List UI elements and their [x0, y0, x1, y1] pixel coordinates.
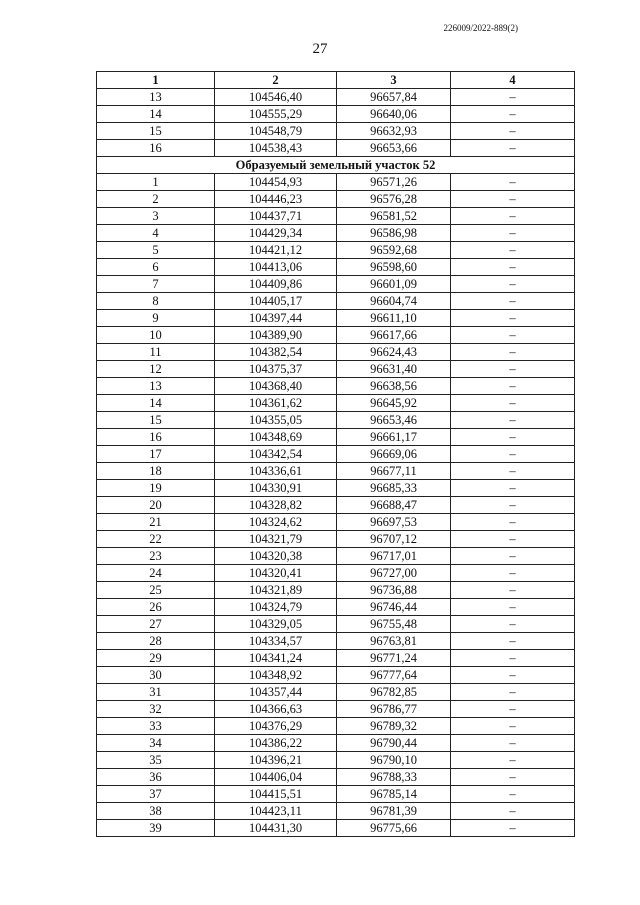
coordinates-table: [96, 71, 575, 837]
x-coordinate: 104429,34: [215, 225, 337, 242]
point-number: 16: [97, 429, 215, 446]
table-row: [97, 412, 575, 429]
y-coordinate: 96790,10: [337, 752, 451, 769]
y-coordinate: 96624,43: [337, 344, 451, 361]
y-coordinate: 96611,10: [337, 310, 451, 327]
x-coordinate: 104320,38: [215, 548, 337, 565]
x-coordinate: 104421,12: [215, 242, 337, 259]
remark: –: [451, 599, 575, 616]
y-coordinate: 96617,66: [337, 327, 451, 344]
point-number: 14: [97, 395, 215, 412]
point-number: 12: [97, 361, 215, 378]
y-coordinate: 96601,09: [337, 276, 451, 293]
remark: –: [451, 463, 575, 480]
y-coordinate: 96717,01: [337, 548, 451, 565]
x-coordinate: 104341,24: [215, 650, 337, 667]
remark: –: [451, 701, 575, 718]
point-number: 29: [97, 650, 215, 667]
remark: –: [451, 803, 575, 820]
remark: –: [451, 361, 575, 378]
x-coordinate: 104324,79: [215, 599, 337, 616]
table-row: [97, 718, 575, 735]
x-coordinate: 104375,37: [215, 361, 337, 378]
y-coordinate: 96763,81: [337, 633, 451, 650]
x-coordinate: 104406,04: [215, 769, 337, 786]
table-row: [97, 633, 575, 650]
table-row: [97, 395, 575, 412]
y-coordinate: 96571,26: [337, 174, 451, 191]
y-coordinate: 96789,32: [337, 718, 451, 735]
point-number: 15: [97, 412, 215, 429]
x-coordinate: 104357,44: [215, 684, 337, 701]
x-coordinate: 104368,40: [215, 378, 337, 395]
y-coordinate: 96777,64: [337, 667, 451, 684]
y-coordinate: 96788,33: [337, 769, 451, 786]
y-coordinate: 96645,92: [337, 395, 451, 412]
table-row: [97, 123, 575, 140]
y-coordinate: 96581,52: [337, 208, 451, 225]
x-coordinate: 104389,90: [215, 327, 337, 344]
point-number: 8: [97, 293, 215, 310]
x-coordinate: 104329,05: [215, 616, 337, 633]
section-row: [97, 157, 575, 174]
x-coordinate: 104382,54: [215, 344, 337, 361]
section-title: Образуемый земельный участок 52: [97, 157, 575, 174]
point-number: 35: [97, 752, 215, 769]
table-row: [97, 259, 575, 276]
remark: –: [451, 276, 575, 293]
x-coordinate: 104454,93: [215, 174, 337, 191]
table-row: [97, 786, 575, 803]
point-number: 13: [97, 89, 215, 106]
x-coordinate: 104396,21: [215, 752, 337, 769]
remark: –: [451, 191, 575, 208]
y-coordinate: 96638,56: [337, 378, 451, 395]
table-row: [97, 565, 575, 582]
y-coordinate: 96685,33: [337, 480, 451, 497]
point-number: 31: [97, 684, 215, 701]
y-coordinate: 96598,60: [337, 259, 451, 276]
y-coordinate: 96653,66: [337, 140, 451, 157]
remark: –: [451, 497, 575, 514]
x-coordinate: 104324,62: [215, 514, 337, 531]
remark: –: [451, 412, 575, 429]
point-number: 39: [97, 820, 215, 837]
remark: –: [451, 123, 575, 140]
point-number: 36: [97, 769, 215, 786]
y-coordinate: 96632,93: [337, 123, 451, 140]
header-cell: 3: [337, 72, 451, 89]
table-row: [97, 293, 575, 310]
table-row: [97, 803, 575, 820]
y-coordinate: 96677,11: [337, 463, 451, 480]
remark: –: [451, 327, 575, 344]
x-coordinate: 104386,22: [215, 735, 337, 752]
table-row: [97, 650, 575, 667]
point-number: 19: [97, 480, 215, 497]
remark: –: [451, 820, 575, 837]
remark: –: [451, 735, 575, 752]
point-number: 6: [97, 259, 215, 276]
remark: –: [451, 395, 575, 412]
table-header-row: [97, 72, 575, 89]
table-row: [97, 616, 575, 633]
point-number: 13: [97, 378, 215, 395]
x-coordinate: 104548,79: [215, 123, 337, 140]
point-number: 9: [97, 310, 215, 327]
remark: –: [451, 718, 575, 735]
x-coordinate: 104320,41: [215, 565, 337, 582]
x-coordinate: 104409,86: [215, 276, 337, 293]
table-row: [97, 140, 575, 157]
remark: –: [451, 310, 575, 327]
table-row: [97, 548, 575, 565]
table-row: [97, 106, 575, 123]
point-number: 17: [97, 446, 215, 463]
point-number: 27: [97, 616, 215, 633]
remark: –: [451, 378, 575, 395]
table-row: [97, 514, 575, 531]
table-row: [97, 310, 575, 327]
x-coordinate: 104342,54: [215, 446, 337, 463]
table-row: [97, 531, 575, 548]
x-coordinate: 104405,17: [215, 293, 337, 310]
remark: –: [451, 293, 575, 310]
table-row: [97, 225, 575, 242]
y-coordinate: 96771,24: [337, 650, 451, 667]
table-row: [97, 327, 575, 344]
x-coordinate: 104355,05: [215, 412, 337, 429]
x-coordinate: 104321,89: [215, 582, 337, 599]
x-coordinate: 104321,79: [215, 531, 337, 548]
y-coordinate: 96697,53: [337, 514, 451, 531]
point-number: 10: [97, 327, 215, 344]
remark: –: [451, 174, 575, 191]
table-row: [97, 480, 575, 497]
point-number: 18: [97, 463, 215, 480]
x-coordinate: 104348,92: [215, 667, 337, 684]
x-coordinate: 104366,63: [215, 701, 337, 718]
point-number: 34: [97, 735, 215, 752]
remark: –: [451, 344, 575, 361]
page-number: 27: [312, 41, 328, 57]
x-coordinate: 104555,29: [215, 106, 337, 123]
table-row: [97, 497, 575, 514]
y-coordinate: 96592,68: [337, 242, 451, 259]
remark: –: [451, 565, 575, 582]
remark: –: [451, 225, 575, 242]
remark: –: [451, 769, 575, 786]
y-coordinate: 96586,98: [337, 225, 451, 242]
remark: –: [451, 667, 575, 684]
table-row: [97, 378, 575, 395]
x-coordinate: 104330,91: [215, 480, 337, 497]
x-coordinate: 104446,23: [215, 191, 337, 208]
x-coordinate: 104431,30: [215, 820, 337, 837]
table-row: [97, 820, 575, 837]
table-row: [97, 361, 575, 378]
y-coordinate: 96576,28: [337, 191, 451, 208]
y-coordinate: 96631,40: [337, 361, 451, 378]
y-coordinate: 96790,44: [337, 735, 451, 752]
remark: –: [451, 531, 575, 548]
point-number: 24: [97, 565, 215, 582]
table-row: [97, 752, 575, 769]
point-number: 26: [97, 599, 215, 616]
point-number: 15: [97, 123, 215, 140]
x-coordinate: 104538,43: [215, 140, 337, 157]
x-coordinate: 104546,40: [215, 89, 337, 106]
remark: –: [451, 684, 575, 701]
point-number: 16: [97, 140, 215, 157]
remark: –: [451, 140, 575, 157]
x-coordinate: 104334,57: [215, 633, 337, 650]
table-row: [97, 735, 575, 752]
x-coordinate: 104361,62: [215, 395, 337, 412]
y-coordinate: 96736,88: [337, 582, 451, 599]
y-coordinate: 96785,14: [337, 786, 451, 803]
y-coordinate: 96653,46: [337, 412, 451, 429]
table-row: [97, 242, 575, 259]
table-row: [97, 684, 575, 701]
remark: –: [451, 514, 575, 531]
remark: –: [451, 429, 575, 446]
y-coordinate: 96775,66: [337, 820, 451, 837]
point-number: 37: [97, 786, 215, 803]
table-row: [97, 667, 575, 684]
point-number: 1: [97, 174, 215, 191]
table-row: [97, 276, 575, 293]
y-coordinate: 96786,77: [337, 701, 451, 718]
y-coordinate: 96727,00: [337, 565, 451, 582]
point-number: 5: [97, 242, 215, 259]
y-coordinate: 96688,47: [337, 497, 451, 514]
x-coordinate: 104376,29: [215, 718, 337, 735]
y-coordinate: 96746,44: [337, 599, 451, 616]
point-number: 28: [97, 633, 215, 650]
table-row: [97, 208, 575, 225]
remark: –: [451, 650, 575, 667]
x-coordinate: 104397,44: [215, 310, 337, 327]
y-coordinate: 96781,39: [337, 803, 451, 820]
table-row: [97, 701, 575, 718]
rows-before-section: [97, 89, 575, 157]
point-number: 4: [97, 225, 215, 242]
x-coordinate: 104437,71: [215, 208, 337, 225]
table-row: [97, 582, 575, 599]
remark: –: [451, 633, 575, 650]
remark: –: [451, 106, 575, 123]
table-row: [97, 191, 575, 208]
header-cell: 1: [97, 72, 215, 89]
point-number: 20: [97, 497, 215, 514]
point-number: 32: [97, 701, 215, 718]
point-number: 21: [97, 514, 215, 531]
point-number: 23: [97, 548, 215, 565]
remark: –: [451, 89, 575, 106]
table-row: [97, 463, 575, 480]
point-number: 38: [97, 803, 215, 820]
point-number: 30: [97, 667, 215, 684]
y-coordinate: 96755,48: [337, 616, 451, 633]
remark: –: [451, 582, 575, 599]
point-number: 22: [97, 531, 215, 548]
table-row: [97, 446, 575, 463]
remark: –: [451, 259, 575, 276]
remark: –: [451, 208, 575, 225]
x-coordinate: 104423,11: [215, 803, 337, 820]
remark: –: [451, 446, 575, 463]
y-coordinate: 96669,06: [337, 446, 451, 463]
remark: –: [451, 548, 575, 565]
x-coordinate: 104328,82: [215, 497, 337, 514]
y-coordinate: 96657,84: [337, 89, 451, 106]
point-number: 14: [97, 106, 215, 123]
remark: –: [451, 786, 575, 803]
x-coordinate: 104348,69: [215, 429, 337, 446]
point-number: 33: [97, 718, 215, 735]
remark: –: [451, 752, 575, 769]
remark: –: [451, 616, 575, 633]
table-row: [97, 599, 575, 616]
x-coordinate: 104415,51: [215, 786, 337, 803]
y-coordinate: 96640,06: [337, 106, 451, 123]
point-number: 11: [97, 344, 215, 361]
table-row: [97, 429, 575, 446]
table-row: [97, 89, 575, 106]
table-row: [97, 174, 575, 191]
x-coordinate: 104413,06: [215, 259, 337, 276]
header-cell: 2: [215, 72, 337, 89]
y-coordinate: 96707,12: [337, 531, 451, 548]
y-coordinate: 96604,74: [337, 293, 451, 310]
y-coordinate: 96661,17: [337, 429, 451, 446]
rows-after-section: [97, 174, 575, 837]
point-number: 2: [97, 191, 215, 208]
document-code: 226009/2022-889(2): [443, 23, 518, 33]
table-row: [97, 769, 575, 786]
remark: –: [451, 242, 575, 259]
table-row: [97, 344, 575, 361]
y-coordinate: 96782,85: [337, 684, 451, 701]
header-cell: 4: [451, 72, 575, 89]
point-number: 3: [97, 208, 215, 225]
point-number: 7: [97, 276, 215, 293]
x-coordinate: 104336,61: [215, 463, 337, 480]
remark: –: [451, 480, 575, 497]
point-number: 25: [97, 582, 215, 599]
